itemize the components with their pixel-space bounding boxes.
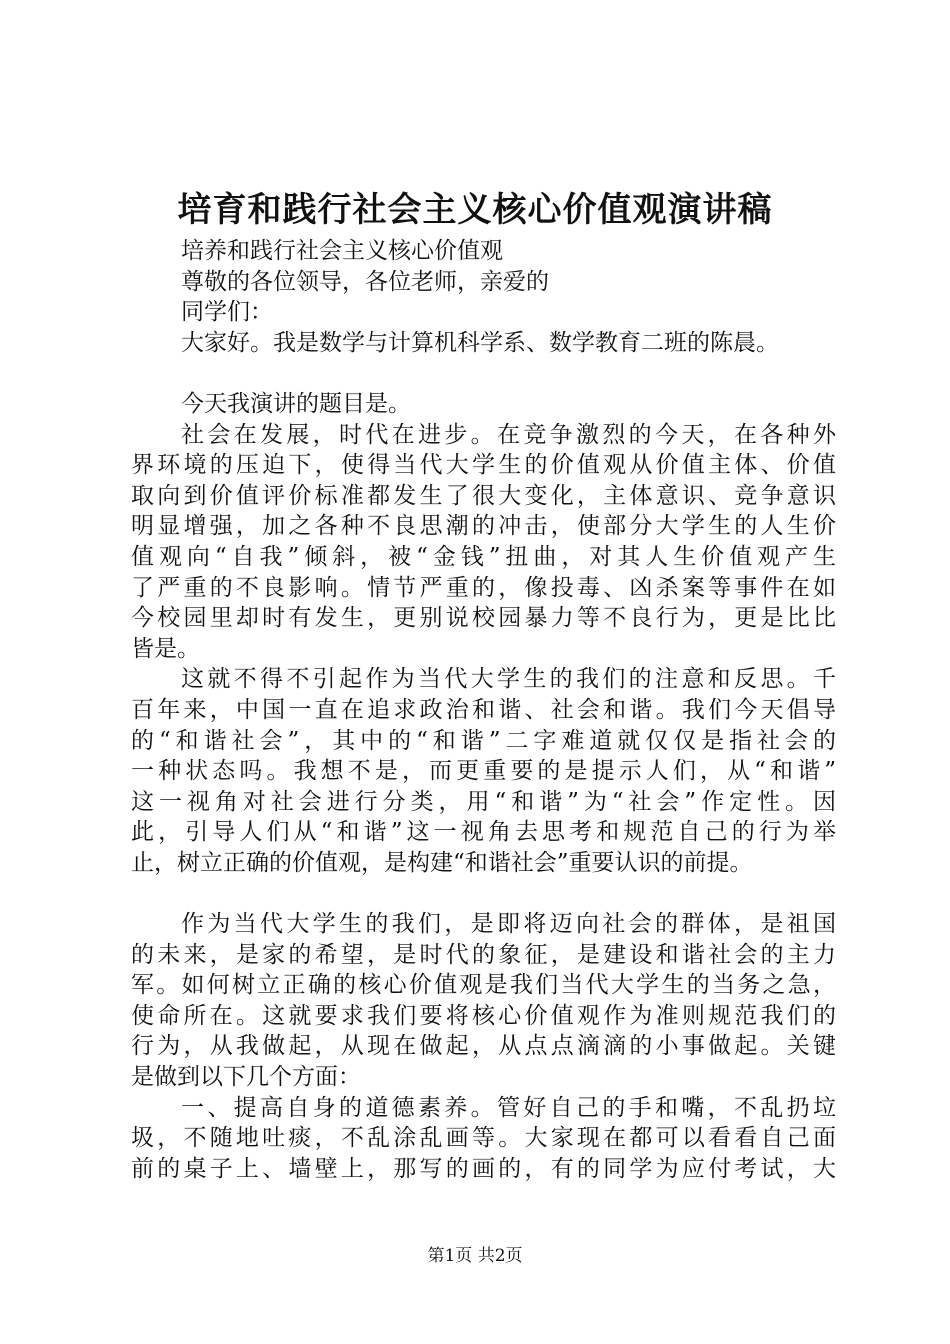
paragraph-1	[131, 420, 836, 665]
paragraph-line: 社会在发展，时代在进步。在竞争激烈的今天，在各种外	[181, 421, 836, 448]
paragraph-line: 界环境的压迫下，使得当代大学生的价值观从价值主体、价值	[131, 452, 836, 479]
paragraph-line: 这就不得不引起作为当代大学生的我们的注意和反思。千	[181, 666, 836, 693]
paragraph-line: 圾，不随地吐痰，不乱涂乱画等。大家现在都可以看看自己面	[131, 1125, 836, 1152]
header-line: 尊敬的各位领导，各位老师，亲爱的	[181, 268, 549, 295]
document-body	[131, 236, 836, 1184]
header-line: 同学们：	[181, 299, 273, 326]
paragraph-line: 是做到以下几个方面：	[131, 1064, 361, 1091]
paragraph-line: 皆是。	[131, 635, 200, 662]
paragraph-3	[131, 909, 836, 1093]
paragraph-line: 取向到价值评价标准都发生了很大变化，主体意识、竞争意识	[131, 482, 836, 509]
paragraph-line: 作为当代大学生的我们，是即将迈向社会的群体，是祖国	[181, 911, 836, 938]
paragraph-4	[131, 1093, 836, 1185]
document-title: 培育和践行社会主义核心价值观演讲稿	[177, 190, 773, 230]
paragraph-line: 一种状态吗。我想不是，而更重要的是提示人们，从“和谐”	[131, 758, 836, 785]
blank-line	[131, 878, 836, 909]
paragraph-line: 明显增强，加之各种不良思潮的冲击，使部分大学生的人生价	[131, 513, 836, 540]
paragraph-line: 此，引导人们从“和谐”这一视角去思考和规范自己的行为举	[131, 819, 836, 846]
paragraph-line: 一、提高自身的道德素养。管好自己的手和嘴，不乱扔垃	[181, 1094, 836, 1121]
paragraph-line: 的未来，是家的希望，是时代的象征，是建设和谐社会的主力	[131, 941, 836, 968]
paragraph-line: 值观向“自我”倾斜，被“金钱”扭曲，对其人生价值观产生	[131, 543, 836, 570]
paragraph-line: 这一视角对社会进行分类，用“和谐”为“社会”作定性。因	[131, 788, 836, 815]
paragraph-line: 军。如何树立正确的核心价值观是我们当代大学生的当务之急，	[131, 972, 836, 999]
paragraph-line: 止，树立正确的价值观，是构建“和谐社会”重要认识的前提。	[131, 849, 753, 876]
header-line: 培养和践行社会主义核心价值观	[181, 238, 503, 264]
paragraph-line: 了严重的不良影响。情节严重的，像投毒、凶杀案等事件在如	[131, 574, 836, 601]
greeting-line: 大家好。我是数学与计算机科学系、数学教育二班的陈晨。	[181, 329, 779, 356]
topic-line: 今天我演讲的题目是。	[181, 390, 411, 417]
paragraph-line: 的“和谐社会”，其中的“和谐”二字难道就仅仅是指社会的	[131, 727, 836, 754]
paragraph-2	[131, 664, 836, 878]
page-footer: 第1页 共2页	[427, 1246, 523, 1266]
paragraph-line: 前的桌子上、墙壁上，那写的画的，有的同学为应付考试，大	[131, 1155, 836, 1182]
paragraph-line: 使命所在。这就要求我们要将核心价值观作为准则规范我们的	[131, 1002, 836, 1029]
paragraph-line: 行为，从我做起，从现在做起，从点点滴滴的小事做起。关键	[131, 1033, 836, 1060]
blank-line	[131, 358, 836, 389]
paragraph-line: 今校园里却时有发生，更别说校园暴力等不良行为，更是比比	[131, 605, 836, 632]
paragraph-line: 百年来，中国一直在追求政治和谐、社会和谐。我们今天倡导	[131, 696, 836, 723]
